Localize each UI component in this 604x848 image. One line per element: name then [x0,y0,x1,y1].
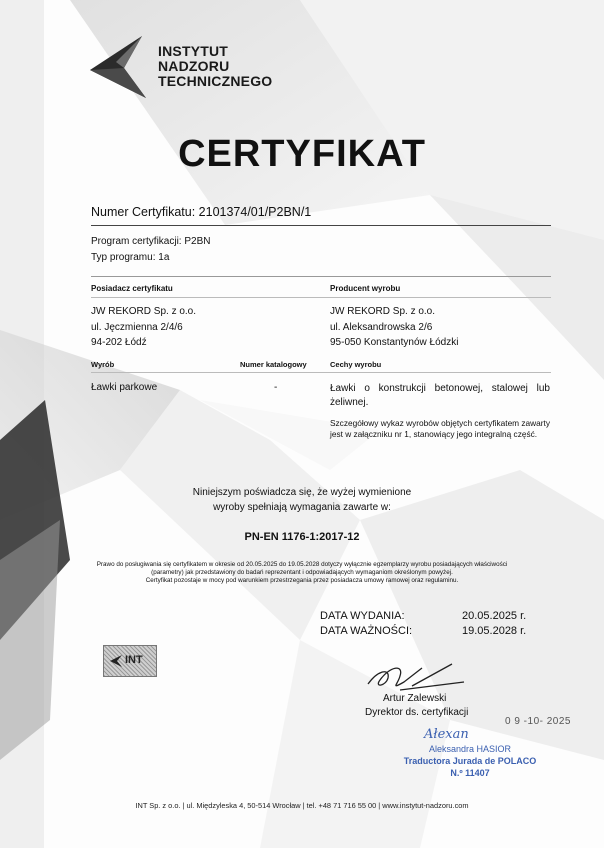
holder-heading: Posiadacz certyfikatu [91,284,173,293]
product-heading: Wyrób [91,360,115,369]
certificate-number: Numer Certyfikatu: 2101374/01/P2BN/1 [91,205,312,219]
translator-number: N.º 11407 [450,768,490,778]
translator-name: Aleksandra HASIOR [428,744,512,754]
divider [91,372,551,373]
producer-name: JW REKORD Sp. z o.o. [330,306,436,317]
holder-city: 94-202 Łódź [91,337,147,348]
seal-label: INT [125,654,143,666]
legal-line-2: (parametry) jak przedstawiony do badań reprezentant i odpowiadających wymaganiom określonym powyżej. [151,569,453,576]
catalog-number-heading: Numer katalogowy [240,360,307,369]
document-title: CERTYFIKAT [178,133,426,175]
issue-date-label: DATA WYDANIA: [320,610,405,622]
validity-date-value: 19.05.2028 r. [462,625,527,637]
divider [91,276,551,277]
signatory-name: Artur Zalewski [383,693,447,704]
translator-signature: Ałexan [424,727,469,742]
product-features: Ławki o konstrukcji betonowej, stalowej lub żeliwnej. [330,383,550,408]
divider [91,297,551,298]
validity-date-label: DATA WAŻNOŚCI: [320,625,413,637]
producer-street: ul. Aleksandrowska 2/6 [330,322,433,333]
statement-line-1: Niniejszym poświadcza się, że wyżej wymienione [192,487,412,498]
signature-scribble-icon [360,660,470,694]
annex-note: Szczegółowy wykaz wyrobów objętych certyfikatem zawarty jest w załączniku nr 1, stanowiący jego integralną część. [330,418,550,439]
statement-line-2: wyroby spełniają wymagania zawarte w: [213,502,391,513]
legal-line-3: Certyfikat pozostaje w mocy pod warunkiem przestrzegania przez posiadacza umowy ramowej oraz regulaminu. [145,577,459,584]
security-seal [103,645,157,677]
logo-line-2: NADZORU [158,58,230,74]
holder-name: JW REKORD Sp. z o.o. [91,306,197,317]
program-type: Typ programu: 1a [91,252,170,263]
catalog-number-value: - [274,382,278,393]
int-logo-icon [86,34,150,100]
seal-logo-icon [109,654,123,668]
logo-line-1: INSTYTUT [158,43,229,59]
producer-heading: Producent wyrobu [330,284,401,293]
divider [91,225,551,226]
logo-text [158,44,272,89]
producer-city: 95-050 Konstantynów Łódzki [330,337,459,348]
translator-title: Traductora Jurada de POLACO [403,756,537,766]
signatory-role: Dyrektor ds. certyfikacji [365,707,469,718]
holder-street: ul. Jęczmienna 2/4/6 [91,322,183,333]
legal-line-1: Prawo do posługiwania się certyfikatem w okresie od 20.05.2025 do 19.05.2028 dotyczy wyłącznie egzemplarzy wyrobu posiadających właściwości [96,561,508,568]
features-heading: Cechy wyrobu [330,360,382,369]
standard-reference: PN-EN 1176-1:2017-12 [244,531,360,543]
footer-contact: INT Sp. z o.o. | ul. Międzyleska 4, 50-514 Wrocław | tel. +48 71 716 55 00 | www.instytut-nadzoru.com [135,801,469,810]
stamp-date: 0 9 -10- 2025 [505,716,571,727]
logo-line-3: TECHNICZNEGO [158,73,273,89]
issue-date-value: 20.05.2025 r. [462,610,527,622]
certification-program: Program certyfikacji: P2BN [91,236,211,247]
product-name: Ławki parkowe [91,382,158,393]
